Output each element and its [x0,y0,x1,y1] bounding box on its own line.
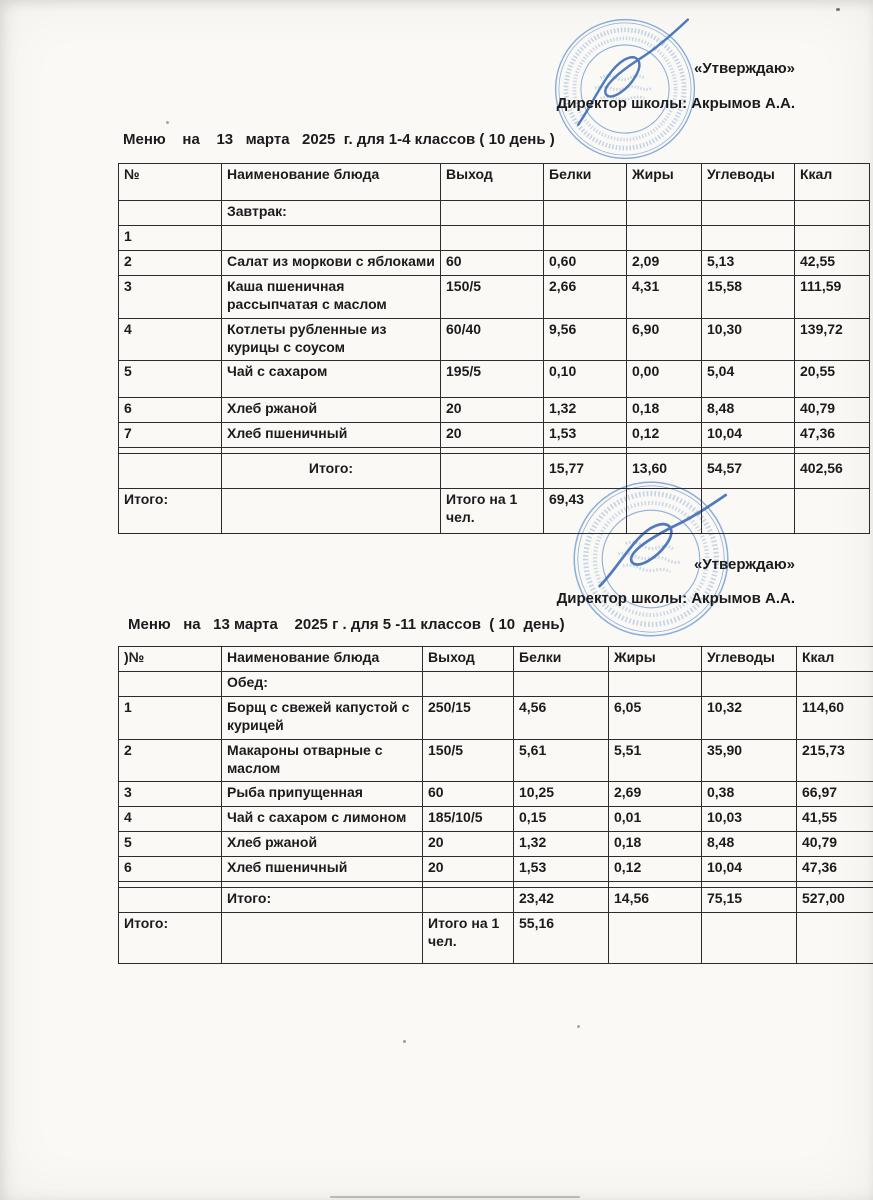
table-cell [544,201,627,226]
table-row-item [119,361,870,398]
table-cell [609,671,702,696]
table-cell: 0,18 [627,398,702,423]
table-cell: 250/15 [423,696,514,739]
table-cell [627,489,702,534]
table-cell: 69,43 [544,489,627,534]
approve-label-bottom: «Утверждаю» [693,556,795,573]
table-row-item [119,318,870,361]
table-cell: 2,69 [609,782,702,807]
table-cell: 6 [119,398,222,423]
table-cell [222,226,441,251]
table-cell: 1 [119,226,222,251]
table-cell: 4 [119,807,222,832]
table-cell: 20 [441,423,544,448]
table-cell: Рыба припущенная [222,782,423,807]
table-cell: 8,48 [702,398,795,423]
table-cell: 0,15 [514,807,609,832]
table-cell: 4,31 [627,275,702,318]
column-header: Жиры [627,164,702,201]
table-cell: Чай с сахаром с лимоном [222,807,423,832]
table-cell: 4 [119,318,222,361]
table-cell: Завтрак: [222,201,441,226]
approval-stamp-top [550,14,700,164]
table-cell: 20 [423,857,514,882]
table-cell: 195/5 [441,361,544,398]
table-cell: 10,32 [702,696,797,739]
column-header: Жиры [609,647,702,672]
table-cell [222,489,441,534]
table-cell: 150/5 [423,739,514,782]
table-cell: 0,12 [609,857,702,882]
table-cell: 114,60 [797,696,873,739]
table-cell: Итого: [222,454,441,489]
table-row-item [119,739,873,782]
table-cell: 527,00 [797,888,873,913]
table-cell: 47,36 [795,423,870,448]
column-header: Наименование блюда [222,647,423,672]
table-cell: 6 [119,857,222,882]
table-cell: 5,13 [702,250,795,275]
table-cell: 2,09 [627,250,702,275]
table-cell: 40,79 [795,398,870,423]
table-cell: Котлеты рубленные из курицы с соусом [222,318,441,361]
table-cell: 41,55 [797,807,873,832]
table-cell: 54,57 [702,454,795,489]
scan-speck [577,1025,580,1028]
table-row-section [119,671,873,696]
table-cell [795,489,870,534]
header-row [119,164,870,201]
table-cell: 1,53 [544,423,627,448]
table-cell [441,201,544,226]
menu-title-grades-1-4: Меню на 13 марта 2025 г. для 1-4 классов ( 10 день ) [123,131,555,148]
table-cell [423,671,514,696]
column-header: Углеводы [702,164,795,201]
column-header: Ккал [797,647,873,672]
table-cell [795,201,870,226]
table-cell: 1 [119,696,222,739]
table-cell: 40,79 [797,832,873,857]
table-cell [627,226,702,251]
table-cell: 42,55 [795,250,870,275]
table-cell: Каша пшеничная рассыпчатая с маслом [222,275,441,318]
table-cell [119,888,222,913]
table-cell: 0,01 [609,807,702,832]
table-cell: Итого на 1 чел. [423,913,514,964]
table-row-item [119,398,870,423]
table-cell: 5,51 [609,739,702,782]
menu-table-grades-5-11 [118,646,873,964]
table-cell: 10,04 [702,857,797,882]
table-cell: Итого на 1 чел. [441,489,544,534]
table-row-item [119,696,873,739]
table-cell: 139,72 [795,318,870,361]
table-cell [627,201,702,226]
table-cell: 9,56 [544,318,627,361]
table-cell: 215,73 [797,739,873,782]
table-cell: 60 [441,250,544,275]
table-row-item [119,226,870,251]
table-cell: Итого: [119,489,222,534]
table-row-section [119,201,870,226]
menu-table-grades-1-4 [118,163,870,534]
table-cell: 185/10/5 [423,807,514,832]
table-cell: 5 [119,832,222,857]
table-cell: 2,66 [544,275,627,318]
table-cell: 111,59 [795,275,870,318]
table-cell: 20 [423,832,514,857]
header-row [119,647,873,672]
table-cell: 47,36 [797,857,873,882]
table-cell: 3 [119,275,222,318]
table-cell: 5,61 [514,739,609,782]
table-cell: 10,03 [702,807,797,832]
table-cell: 5,04 [702,361,795,398]
table-cell: 2 [119,250,222,275]
table-cell [702,489,795,534]
table-row-totals [119,454,870,489]
table-cell [119,671,222,696]
scan-speck [836,8,840,11]
table-cell: 7 [119,423,222,448]
table-cell: 3 [119,782,222,807]
table-cell [441,454,544,489]
table-cell [609,913,702,964]
table-cell: 66,97 [797,782,873,807]
table-cell [702,201,795,226]
scan-speck [403,1040,406,1043]
table-cell: Чай с сахаром [222,361,441,398]
table-cell: Итого: [222,888,423,913]
table-row-item [119,423,870,448]
table-cell: 2 [119,739,222,782]
table-cell: 60 [423,782,514,807]
menu-title-grades-5-11: Меню на 13 марта 2025 г . для 5 -11 классов ( 10 день) [128,616,565,633]
table-cell: Салат из моркови с яблоками [222,250,441,275]
table-cell [797,671,873,696]
column-header: Выход [441,164,544,201]
table-cell: 402,56 [795,454,870,489]
table-cell: Хлеб ржаной [222,398,441,423]
table-cell: 60/40 [441,318,544,361]
table-cell: 35,90 [702,739,797,782]
table-cell [702,913,797,964]
column-header: Белки [544,164,627,201]
table-cell: 55,16 [514,913,609,964]
table-cell [423,888,514,913]
table-cell: 150/5 [441,275,544,318]
table-cell: 10,04 [702,423,795,448]
table-cell: Обед: [222,671,423,696]
table-cell: Хлеб пшеничный [222,857,423,882]
table-row-item [119,857,873,882]
table-row-footer [119,489,870,534]
column-header: Белки [514,647,609,672]
table-cell: 6,90 [627,318,702,361]
table-cell [441,226,544,251]
table-cell [702,671,797,696]
table-cell: 1,53 [514,857,609,882]
table-row-item [119,275,870,318]
table-cell: 5 [119,361,222,398]
table-cell: 8,48 [702,832,797,857]
table-cell: 0,38 [702,782,797,807]
table-cell [222,913,423,964]
table-row-item [119,782,873,807]
table-cell: 6,05 [609,696,702,739]
table-row-footer [119,913,873,964]
director-signature-line-bottom: Директор школы: Акрымов А.А. [556,590,795,607]
scan-edge-line [330,1196,580,1198]
table-cell: 0,00 [627,361,702,398]
table-row-item [119,807,873,832]
column-header: № [119,164,222,201]
table-cell: 0,60 [544,250,627,275]
table-cell: 15,58 [702,275,795,318]
table-cell: 1,32 [544,398,627,423]
approve-label-top: «Утверждаю» [693,60,795,77]
table-cell [702,226,795,251]
table-cell: 1,32 [514,832,609,857]
table-cell: 75,15 [702,888,797,913]
table-cell: 0,18 [609,832,702,857]
table-cell: Борщ с свежей капустой с курицей [222,696,423,739]
table-row-item [119,250,870,275]
table-cell [119,454,222,489]
table-cell: 10,30 [702,318,795,361]
table-cell [544,226,627,251]
table-cell: Хлеб ржаной [222,832,423,857]
table-cell: 0,12 [627,423,702,448]
table-cell [514,671,609,696]
table-cell: 13,60 [627,454,702,489]
table-cell [795,226,870,251]
column-header: Выход [423,647,514,672]
column-header: Ккал [795,164,870,201]
table-cell [797,913,873,964]
table-cell: 0,10 [544,361,627,398]
table-cell: 10,25 [514,782,609,807]
column-header: )№ [119,647,222,672]
table-cell [119,201,222,226]
column-header: Углеводы [702,647,797,672]
table-cell: Макароны отварные с маслом [222,739,423,782]
scan-speck [166,121,169,124]
table-cell: Итого: [119,913,222,964]
column-header: Наименование блюда [222,164,441,201]
table-cell: 15,77 [544,454,627,489]
table-cell: 14,56 [609,888,702,913]
table-row-totals [119,888,873,913]
round-seal-icon [550,14,700,164]
table-cell: 23,42 [514,888,609,913]
director-signature-line-top: Директор школы: Акрымов А.А. [556,95,795,112]
table-cell: 20 [441,398,544,423]
table-cell: 4,56 [514,696,609,739]
table-cell: 20,55 [795,361,870,398]
table-row-item [119,832,873,857]
table-cell: Хлеб пшеничный [222,423,441,448]
